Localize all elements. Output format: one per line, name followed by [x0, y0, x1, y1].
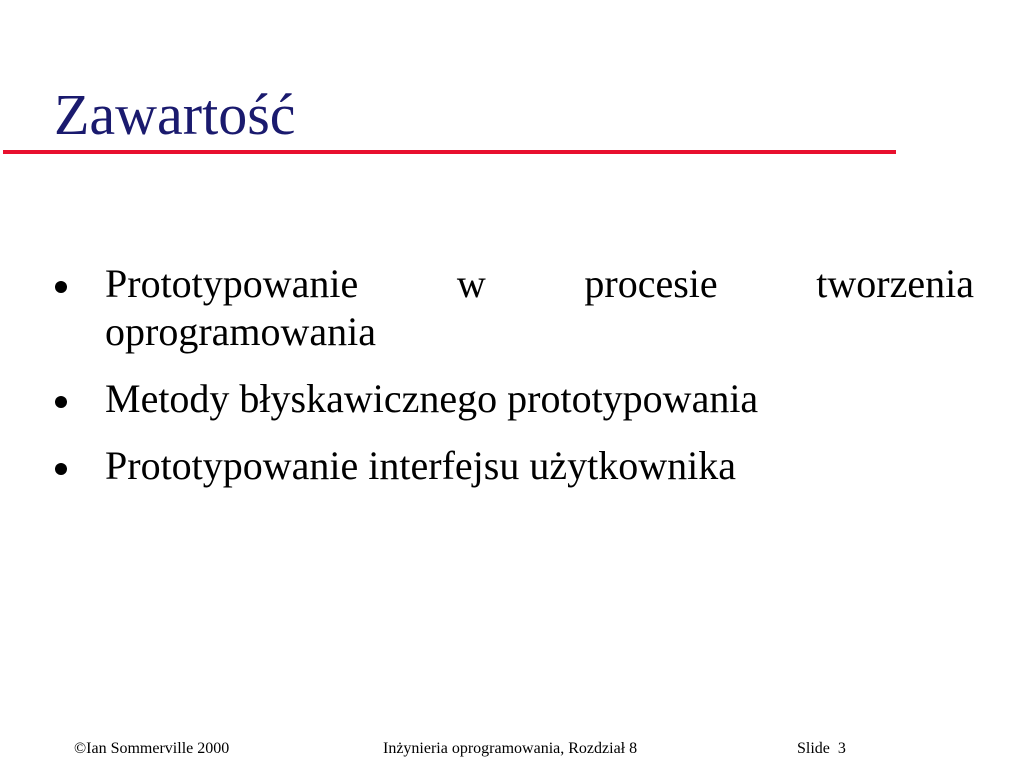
- footer-course-title: Inżynieria oprogramowania, Rozdział 8: [383, 740, 638, 757]
- slide-title: Zawartość: [54, 82, 296, 147]
- bullet-dot-icon: [55, 281, 67, 293]
- bullet-item: [50, 375, 974, 423]
- footer-slide-number: Slide 3: [797, 740, 846, 757]
- bullet-item: [50, 442, 974, 490]
- title-underline: [3, 150, 896, 154]
- bullet-dot-icon: [55, 396, 67, 408]
- bullet-text: Prototypowanie interfejsu użytkownika: [105, 443, 736, 488]
- bullet-text: Prototypowanie w procesie tworzenia oprogramowania: [105, 261, 974, 354]
- bullet-list: [50, 260, 974, 490]
- bullet-text: Metody błyskawicznego prototypowania: [105, 376, 759, 421]
- bullet-dot-icon: [55, 463, 67, 475]
- footer-copyright: ©Ian Sommerville 2000: [74, 740, 230, 757]
- bullet-item: [50, 260, 974, 356]
